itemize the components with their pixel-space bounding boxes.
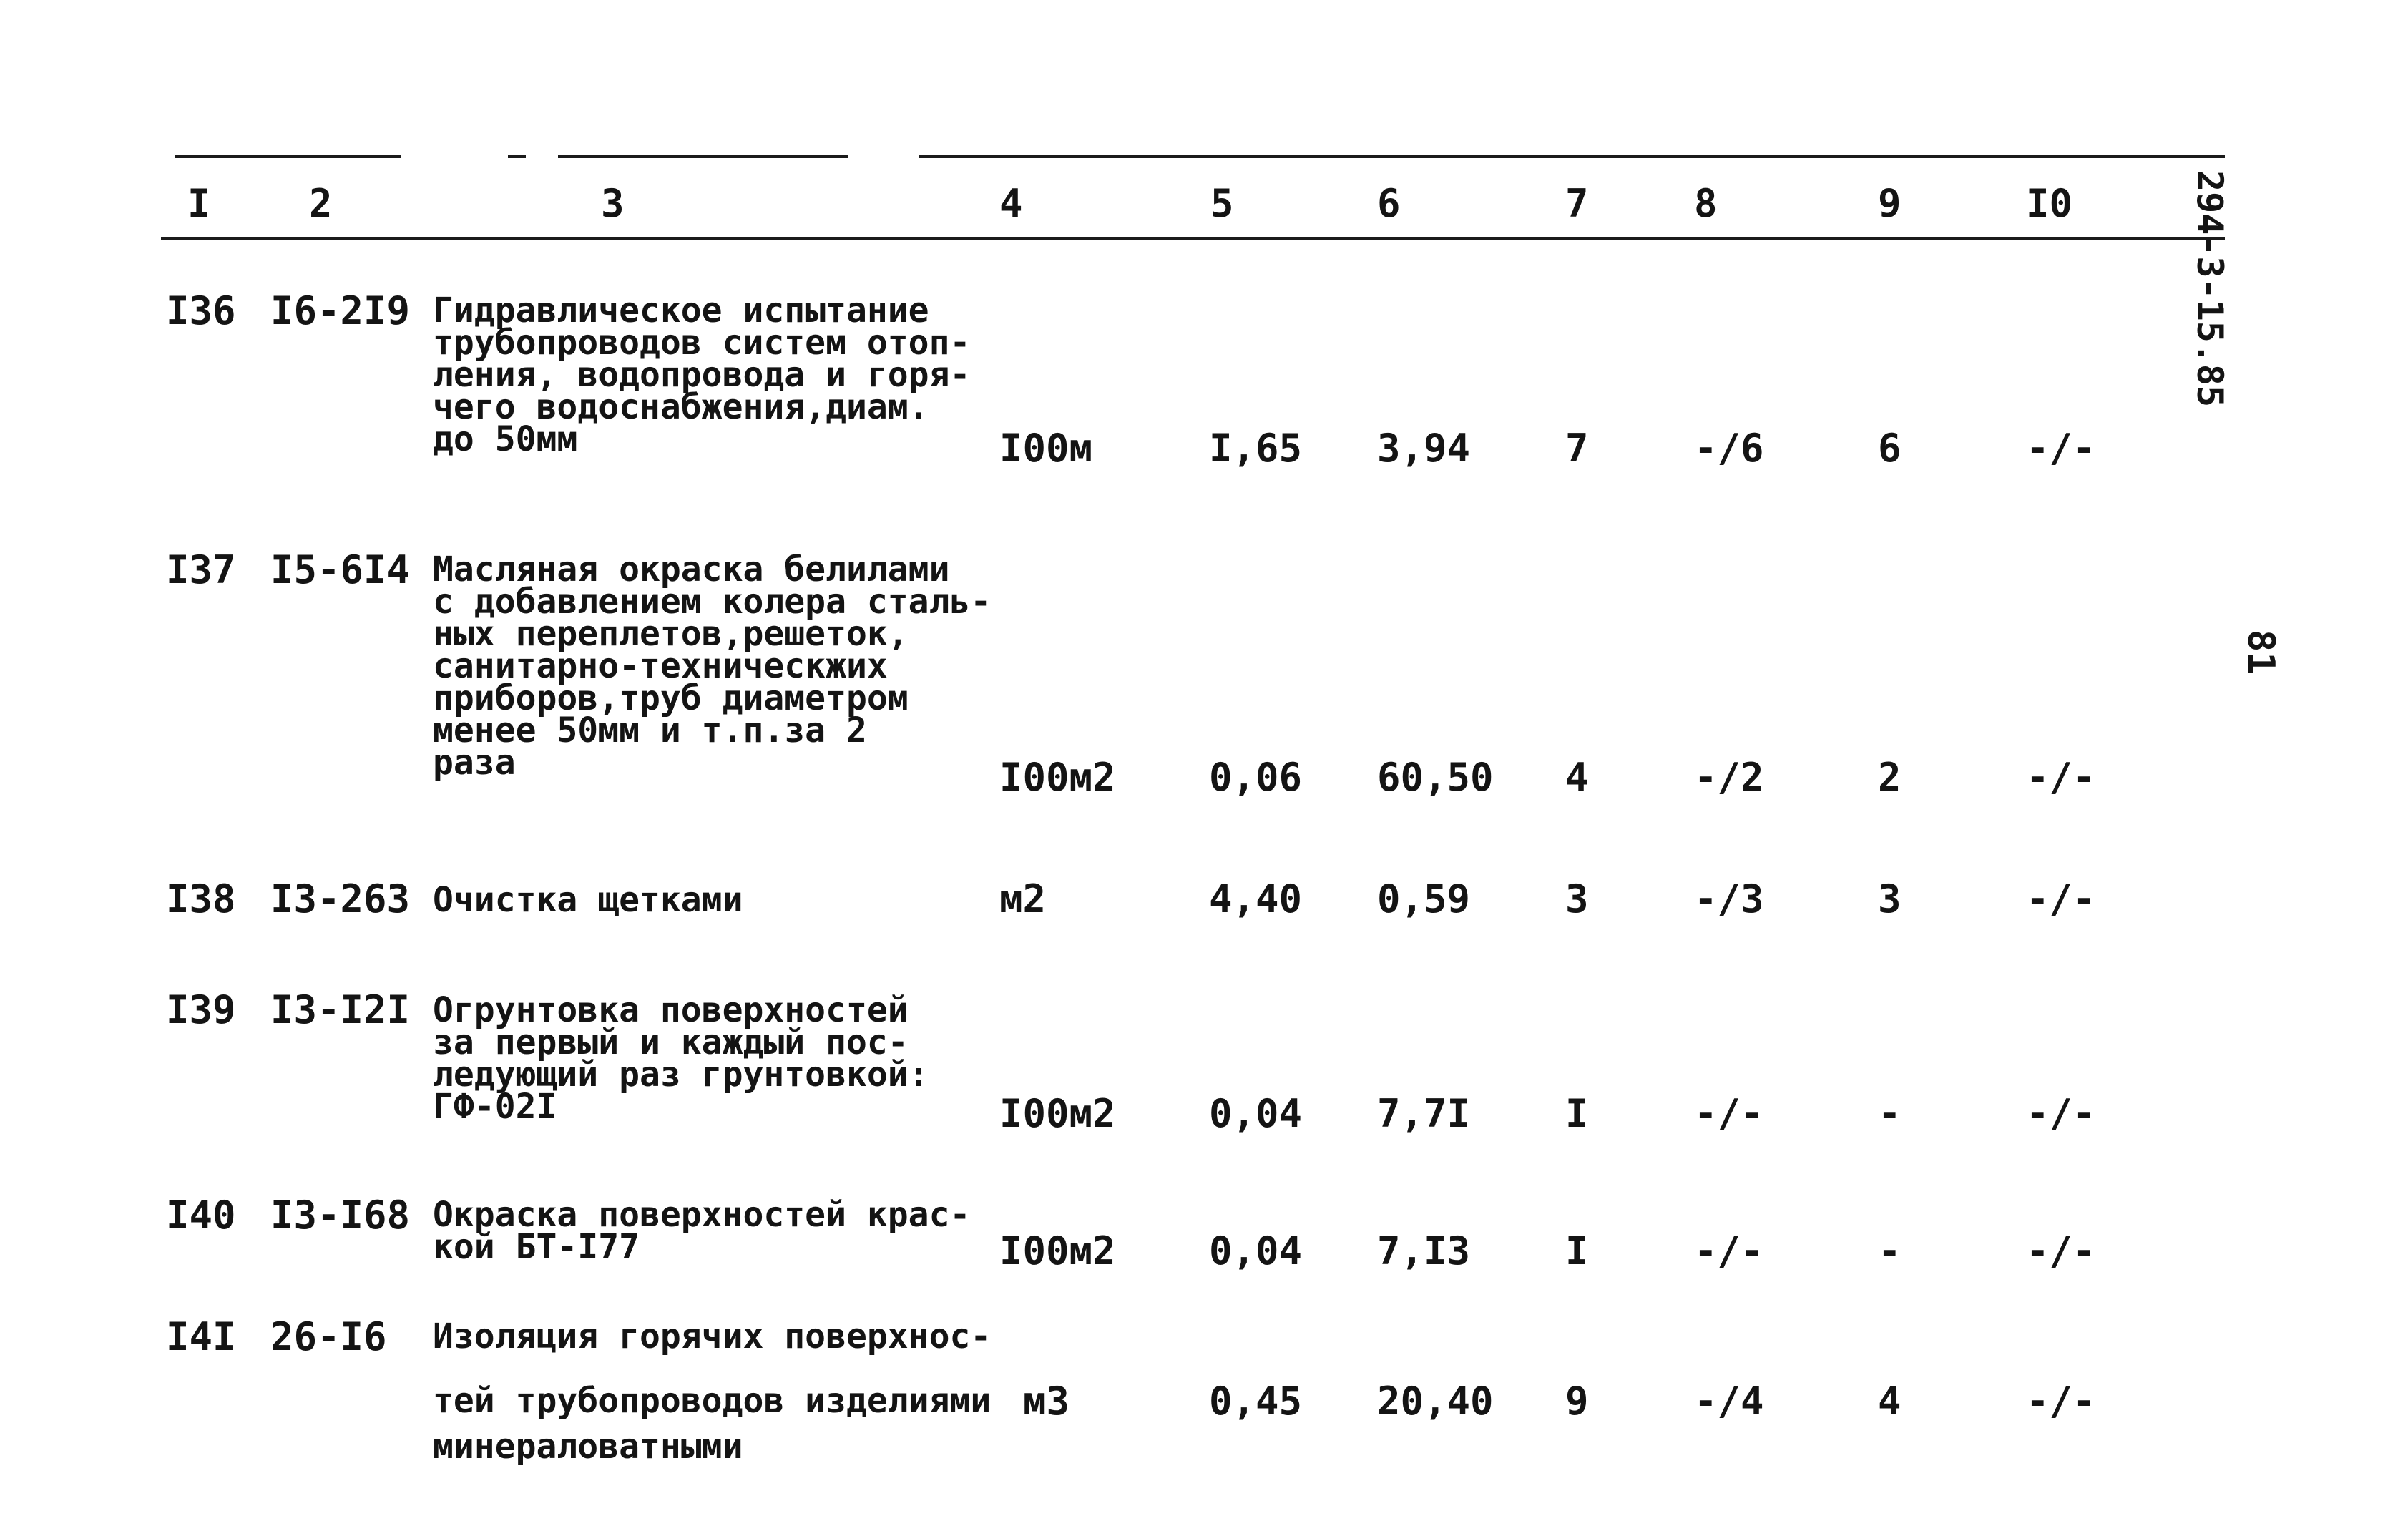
row-col-9: 4: [1878, 1379, 1902, 1424]
row-col-6: 60,50: [1377, 755, 1494, 800]
rule-gap: [848, 152, 919, 160]
row-code: I3-I68: [270, 1193, 411, 1238]
row-col-9: 3: [1878, 876, 1902, 921]
row-col-6: 20,40: [1377, 1379, 1494, 1424]
row-col-5: 0,04: [1209, 1228, 1303, 1273]
row-col-10: -/-: [2026, 1091, 2096, 1136]
header-col-3: 3: [601, 181, 625, 226]
header-col-7: 7: [1565, 181, 1589, 226]
row-number: I37: [166, 547, 236, 592]
row-col-10: -/-: [2026, 1379, 2096, 1424]
row-col-7: 4: [1565, 755, 1589, 800]
header-col-10: I0: [2026, 181, 2073, 226]
row-col-7: 3: [1565, 876, 1589, 921]
header-col-9: 9: [1878, 181, 1902, 226]
row-code: I5-6I4: [270, 547, 411, 592]
document-code: 294-3-15.85: [2189, 170, 2231, 408]
row-unit: I00м2: [999, 1091, 1116, 1136]
header-col-5: 5: [1210, 181, 1234, 226]
row-col-10: -/-: [2026, 876, 2096, 921]
row-col-5: 0,04: [1209, 1091, 1303, 1136]
row-description-line: минераловатными: [433, 1427, 743, 1467]
row-description: Огрунтовка поверхностей за первый и каждый пос- ледующий раз грунтовкой: ГФ-02I: [433, 990, 929, 1127]
row-description: Гидравлическое испытание трубопроводов систем отоп- ления, водопровода и горя- чего водоснабжения,диам. до 50мм: [433, 290, 971, 459]
row-col-10: -/-: [2026, 755, 2096, 800]
row-col-5: 0,45: [1209, 1379, 1303, 1424]
header-col-1: I: [187, 181, 211, 226]
row-col-8: -/3: [1694, 876, 1764, 921]
row-code: 26-I6: [270, 1314, 387, 1359]
row-col-9: -: [1878, 1228, 1902, 1273]
row-unit: м2: [999, 876, 1047, 921]
row-description: Окраска поверхностей крас- кой БТ-I77: [433, 1195, 971, 1267]
row-col-5: 4,40: [1209, 876, 1303, 921]
row-col-7: 9: [1565, 1379, 1589, 1424]
header-col-6: 6: [1377, 181, 1401, 226]
row-number: I40: [166, 1193, 236, 1238]
row-col-6: 7,7I: [1377, 1091, 1471, 1136]
row-col-9: -: [1878, 1091, 1902, 1136]
row-unit: м3: [1023, 1379, 1070, 1424]
row-col-6: 3,94: [1377, 426, 1471, 471]
row-unit: I00м2: [999, 1228, 1116, 1273]
row-col-8: -/6: [1694, 426, 1764, 471]
row-col-5: 0,06: [1209, 755, 1303, 800]
row-col-8: -/-: [1694, 1228, 1764, 1273]
row-col-10: -/-: [2026, 426, 2096, 471]
row-code: I3-I2I: [270, 987, 411, 1032]
row-col-10: -/-: [2026, 1228, 2096, 1273]
row-description: Масляная окраска белилами с добавлением колера сталь- ных переплетов,решеток, санитарно-техническжих приборов,труб диаметром менее 50мм и т.п.за 2 раза: [433, 549, 992, 783]
header-col-2: 2: [309, 181, 333, 226]
row-col-9: 6: [1878, 426, 1902, 471]
header-col-8: 8: [1694, 181, 1718, 226]
table-header-rule: [161, 237, 2225, 240]
rule-gap: [401, 152, 508, 160]
row-number: I36: [166, 288, 236, 333]
rule-gap: [526, 152, 558, 160]
row-description-line: тей трубопроводов изделиями: [433, 1381, 992, 1421]
page-number: 81: [2239, 630, 2282, 675]
row-unit: I00м: [999, 426, 1093, 471]
row-col-5: I,65: [1209, 426, 1303, 471]
row-description-line: Изоляция горячих поверхнос-: [433, 1316, 992, 1356]
row-col-7: I: [1565, 1228, 1589, 1273]
row-number: I38: [166, 876, 236, 921]
row-unit: I00м2: [999, 755, 1116, 800]
row-col-9: 2: [1878, 755, 1902, 800]
row-col-8: -/4: [1694, 1379, 1764, 1424]
row-description: Очистка щетками: [433, 880, 743, 920]
row-col-6: 0,59: [1377, 876, 1471, 921]
row-col-8: -/2: [1694, 755, 1764, 800]
row-col-7: 7: [1565, 426, 1589, 471]
header-col-4: 4: [999, 181, 1023, 226]
row-code: I3-263: [270, 876, 411, 921]
row-col-6: 7,I3: [1377, 1228, 1471, 1273]
row-number: I39: [166, 987, 236, 1032]
row-col-8: -/-: [1694, 1091, 1764, 1136]
row-number: I4I: [166, 1314, 236, 1359]
row-code: I6-2I9: [270, 288, 411, 333]
row-col-7: I: [1565, 1091, 1589, 1136]
